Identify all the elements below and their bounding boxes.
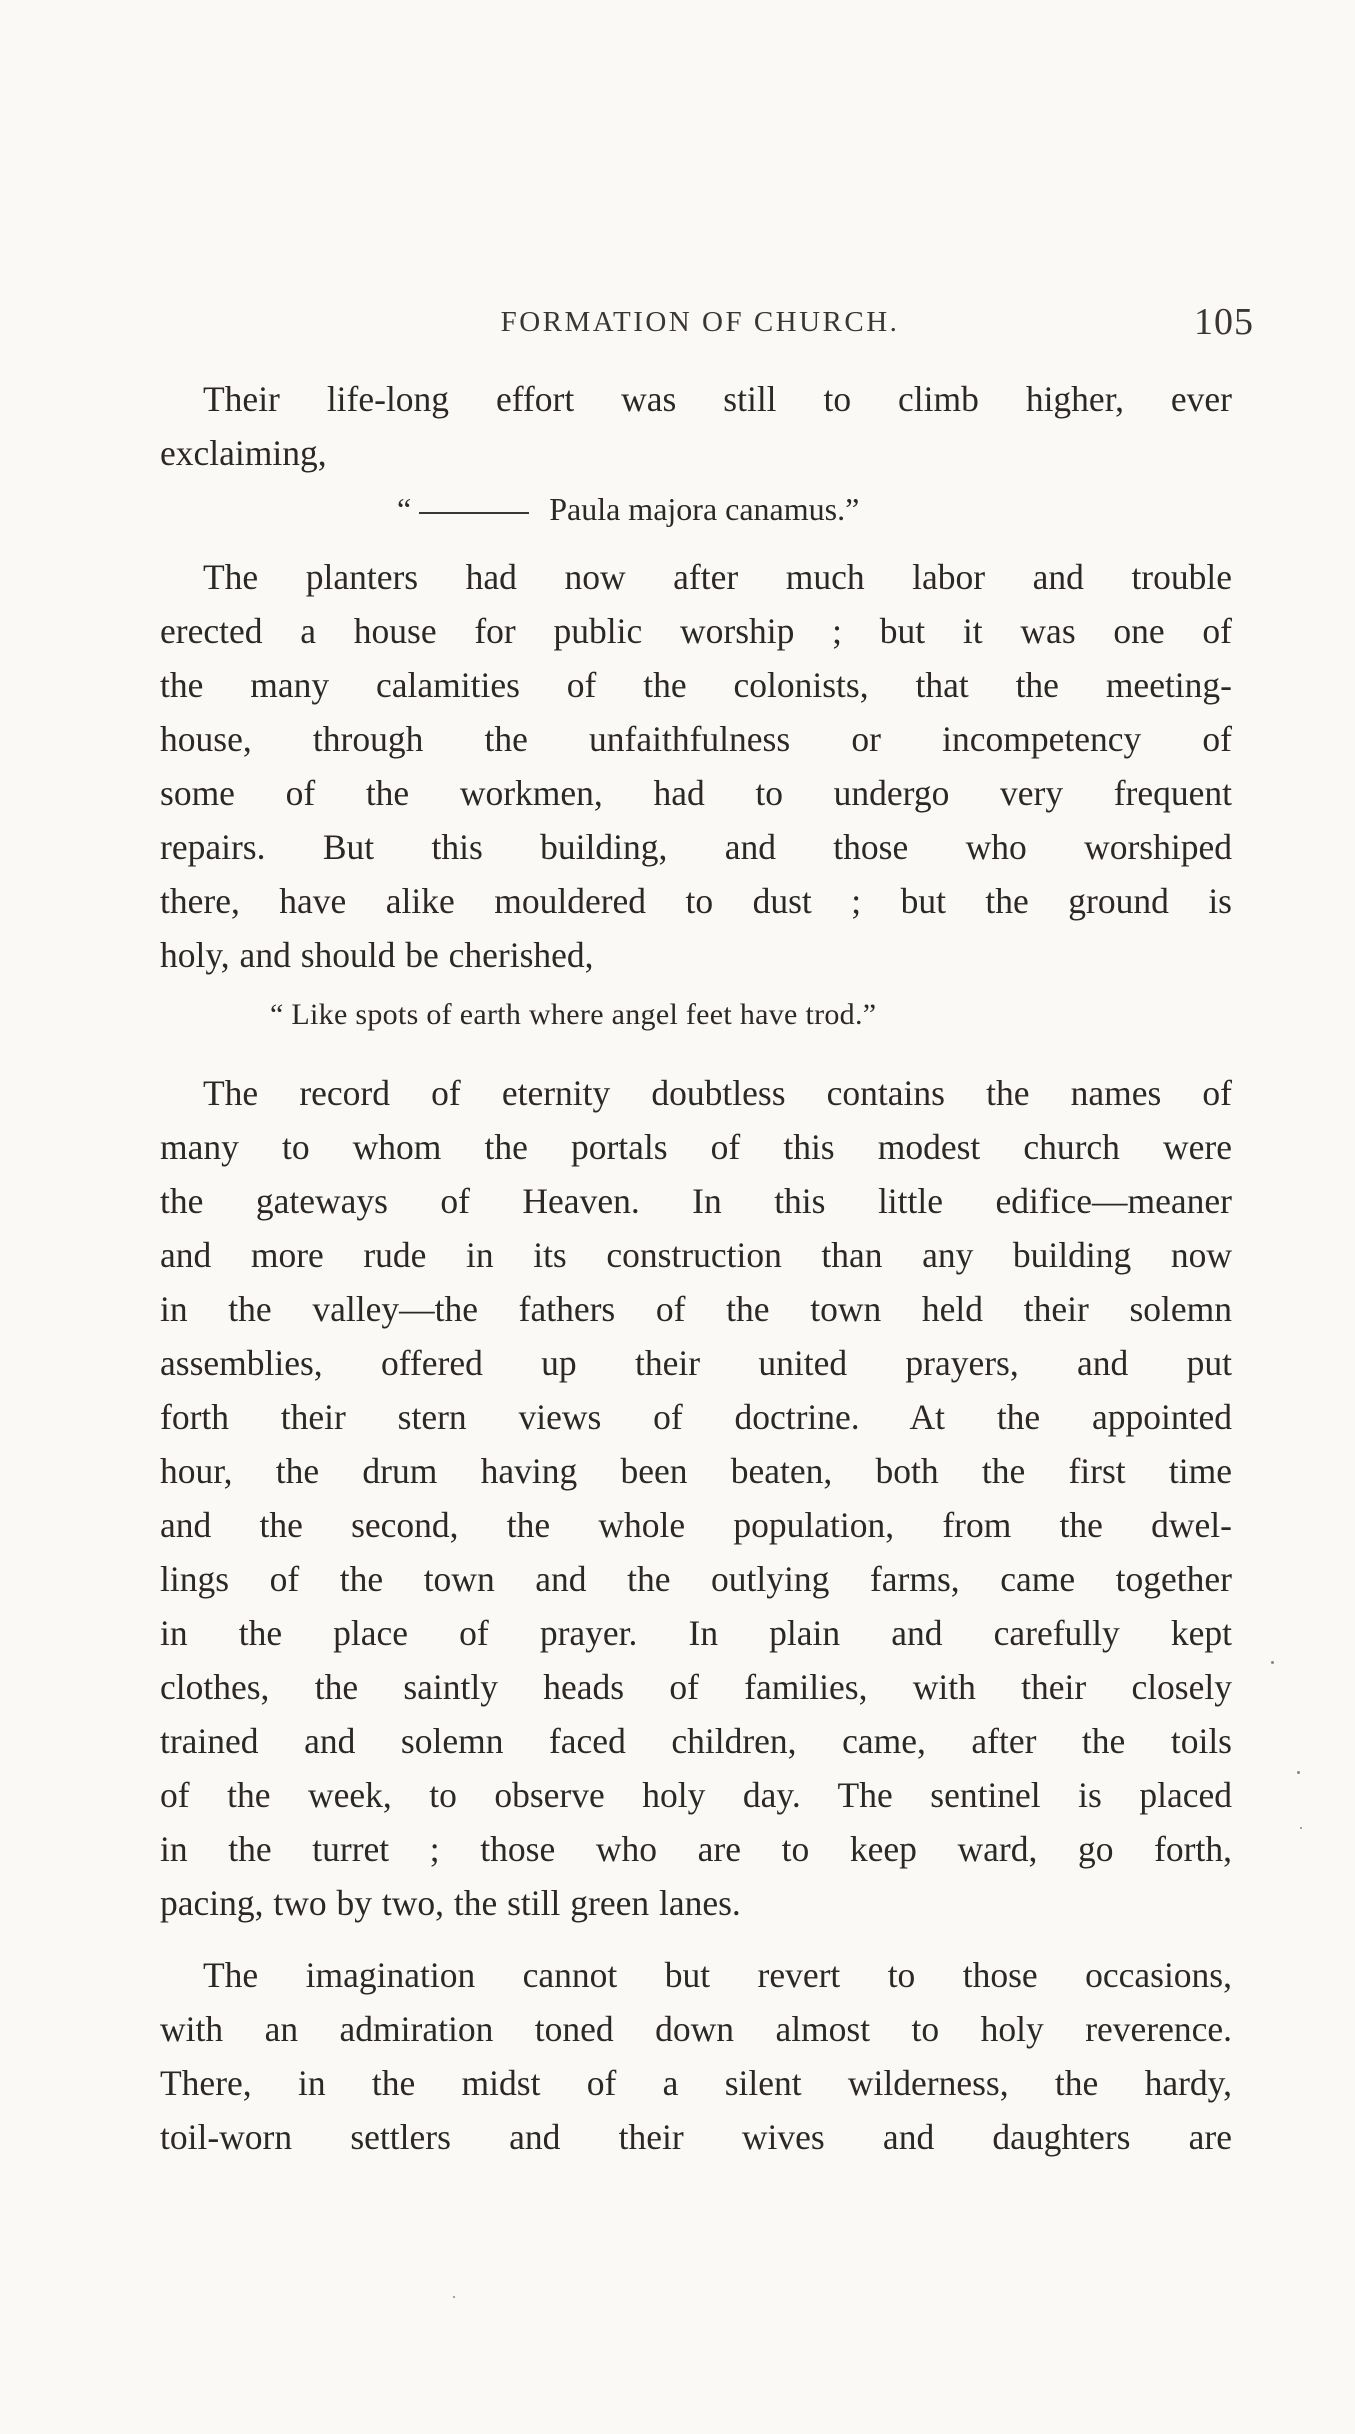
paper-speck [1300,1827,1302,1829]
text-line: clothes, the saintly heads of families, with their closely [160,1667,1232,1707]
text-line: forth their stern views of doctrine. At the appointed [160,1397,1232,1437]
text-line: assemblies, offered up their united prayers, and put [160,1343,1232,1383]
text-line: repairs. But this building, and those who worshiped [160,827,1232,867]
text-line: The imagination cannot but revert to those occasions, [203,1955,1232,1995]
paper-speck [453,2296,455,2298]
text-line: pacing, two by two, the still green lanes. [160,1883,741,1923]
paragraph [160,1948,1232,2164]
text-line: holy, and should be cherished, [160,935,594,975]
latin-quotation [160,482,1232,536]
page-number: 105 [1194,301,1254,343]
text-line: lings of the town and the outlying farms, came together [160,1559,1232,1599]
text-line: in the place of prayer. In plain and carefully kept [160,1613,1232,1653]
text-line: trained and solemn faced children, came, after the toils [160,1721,1232,1761]
text-line: erected a house for public worship ; but it was one of [160,611,1232,651]
open-quote-mark: “ [397,491,412,527]
page-header [160,300,1254,350]
text-line: of the week, to observe holy day. The sentinel is placed [160,1775,1232,1815]
text-line: with an admiration toned down almost to holy reverence. [160,2009,1232,2049]
running-head: FORMATION OF CHURCH. [500,306,900,338]
text-line: toil-worn settlers and their wives and daughters are [160,2117,1232,2157]
text-line: there, have alike mouldered to dust ; but the ground is [160,881,1232,921]
quotation-text: Paula majora canamus.” [549,491,860,527]
text-line: exclaiming, [160,433,327,473]
body-text [160,372,1232,2180]
text-line: house, through the unfaithfulness or incompetency of [160,719,1232,759]
text-line: The planters had now after much labor and trouble [203,557,1232,597]
paper-speck [1297,1771,1300,1774]
text-line: and the second, the whole population, from the dwel- [160,1505,1232,1545]
text-line: in the turret ; those who are to keep ward, go forth, [160,1829,1232,1869]
paragraph [160,372,1232,480]
text-line: There, in the midst of a silent wilderness, the hardy, [160,2063,1232,2103]
text-line: Their life-long effort was still to climb higher, ever [203,379,1232,419]
text-line: hour, the drum having been beaten, both the first time [160,1451,1232,1491]
text-line: some of the workmen, had to undergo very frequent [160,773,1232,813]
text-line: many to whom the portals of this modest church were [160,1127,1232,1167]
text-line: in the valley—the fathers of the town held their solemn [160,1289,1232,1329]
paper-speck [1271,1661,1274,1664]
paragraph [160,1066,1232,1930]
text-line: the gateways of Heaven. In this little edifice—meaner [160,1181,1232,1221]
paragraph [160,550,1232,982]
quotation-dash [419,512,529,514]
text-line: and more rude in its construction than any building now [160,1235,1232,1275]
text-line: the many calamities of the colonists, that the meeting- [160,665,1232,705]
poetic-quotation: “ Like spots of earth where angel feet have trod.” [270,998,877,1031]
text-line: The record of eternity doubtless contains the names of [203,1073,1232,1113]
